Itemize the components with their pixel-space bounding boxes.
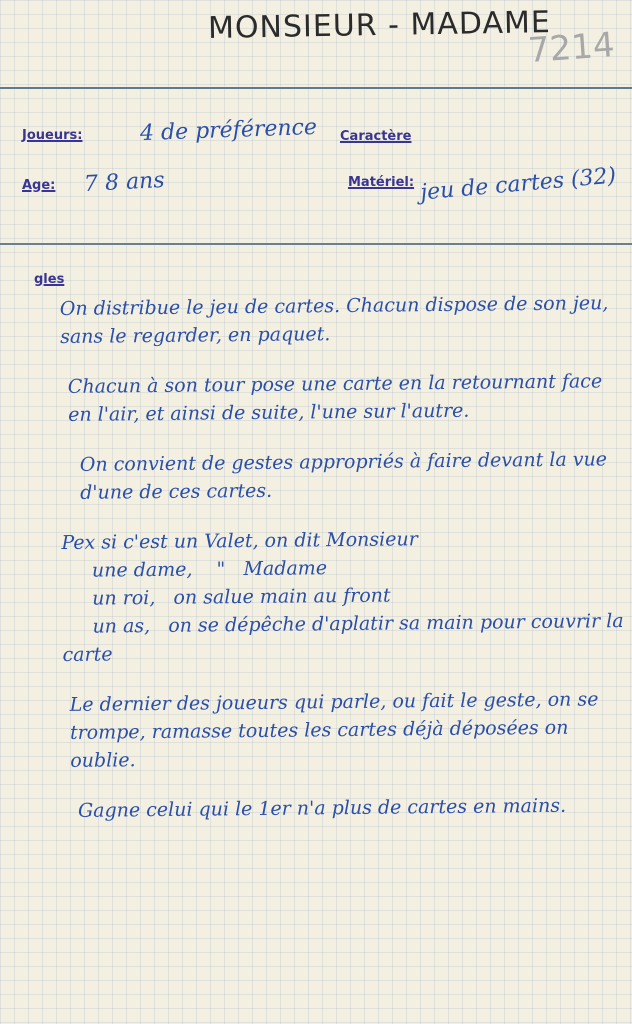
card-title: MONSIEUR - MADAME — [207, 5, 552, 46]
materiel-value: jeu de cartes (32) — [419, 163, 618, 206]
joueurs-label: Joueurs: — [22, 128, 83, 143]
age-value: 7 8 ans — [83, 167, 166, 198]
regles-label: gles — [34, 272, 65, 287]
age-label: Age: — [22, 178, 56, 193]
joueurs-value: 4 de préférence — [139, 114, 318, 147]
rule-paragraph: Pex si c'est un Valet, on dit Monsieur une dame, " Madame un roi, on salue main au front un as, on se dépêche d'aplatir sa main pour couvrir la carte — [61, 528, 630, 666]
caractere-label: Caractère — [340, 129, 412, 144]
rules-text — [40, 292, 630, 844]
header-divider — [0, 87, 632, 89]
rule-paragraph: Chacun à son tour pose une carte en la retournant face en l'air, et ainsi de suite, l'une sur l'autre. — [67, 370, 609, 426]
rule-paragraph: Le dernier des joueurs qui parle, ou fait le geste, on se trompe, ramasse toutes les cartes déjà déposées on oublie. — [69, 688, 605, 772]
section-divider — [0, 243, 632, 245]
rule-paragraph: On distribue le jeu de cartes. Chacun dispose de son jeu, sans le regarder, en paquet. — [59, 292, 615, 348]
reference-number: 7214 — [526, 25, 616, 71]
rule-paragraph: On convient de gestes appropriés à faire devant la vue d'une de ces cartes. — [79, 448, 614, 504]
materiel-label: Matériel: — [348, 175, 415, 190]
rule-paragraph: Gagne celui qui le 1er n'a plus de cartes en mains. — [77, 794, 567, 822]
